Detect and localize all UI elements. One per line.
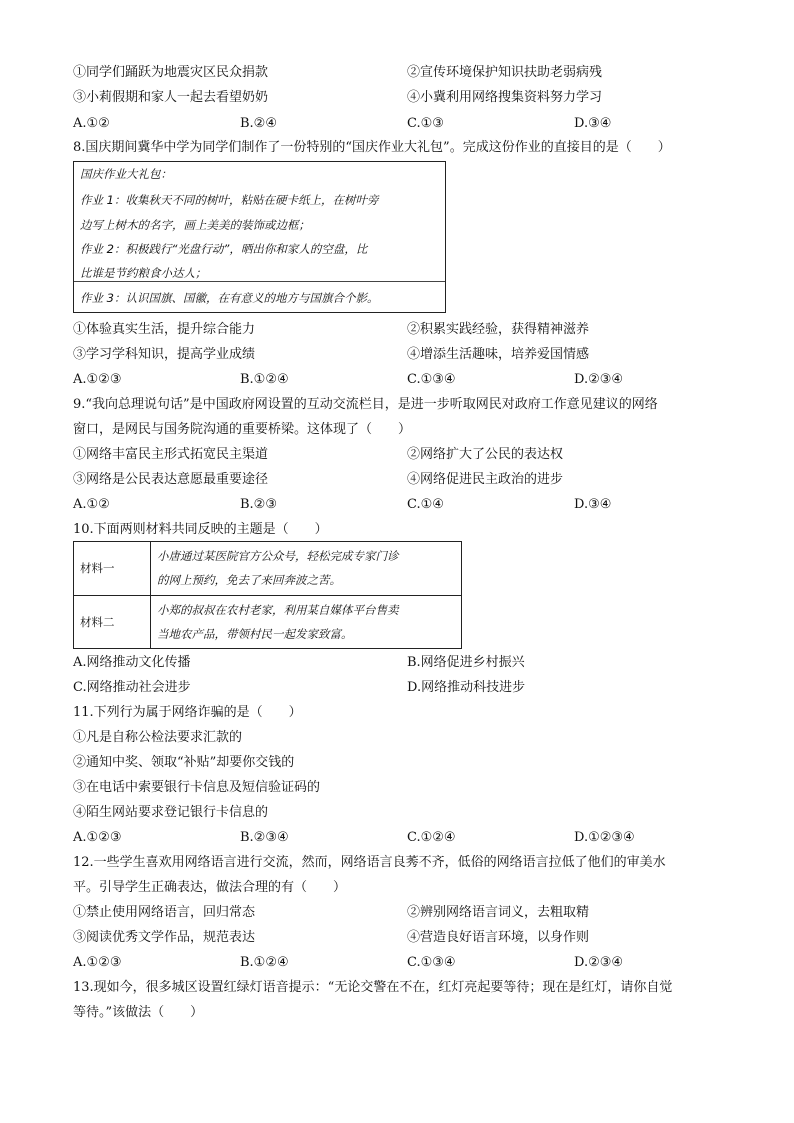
q7-option-a: A.①② [73,116,110,131]
q8-option-a: A.①②③ [73,372,122,387]
q10-materials-table [73,541,462,649]
q10-option-a: A.网络推动文化传播 [73,655,191,670]
q12-statement-4: ④营造良好语言环境，以身作则 [407,930,590,945]
q8-box-hw2-line1: 作业 2：积极践行“光盘行动”，晒出你和家人的空盘，比 [80,242,368,256]
q7-statement-3: ③小莉假期和家人一起去看望奶奶 [73,90,269,105]
table-row [74,542,462,596]
q8-statement-3: ③学习学科知识，提高学业成绩 [73,347,256,362]
q9-option-a: A.①② [73,497,110,512]
q12-stem-line1: 12.一些学生喜欢用网络语言进行交流，然而，网络语言良莠不齐，低俗的网络语言拉低了他们的审美水 [73,855,666,870]
q8-option-d: D.②③④ [574,372,624,387]
q8-box-hw2-line2: 比谁是节约粮食小达人； [80,266,207,280]
q11-statement-1: ①凡是自称公检法要求汇款的 [73,730,243,745]
material-2-line2: 当地农产品，带领村民一起发家致富。 [157,626,353,641]
q12-option-a: A.①②③ [73,955,122,970]
q11-statement-3: ③在电话中索要银行卡信息及短信验证码的 [73,780,321,795]
q7-statement-2: ②宣传环境保护知识扶助老弱病残 [407,65,603,80]
q9-option-c: C.①④ [407,497,444,512]
q11-option-c: C.①②④ [407,830,456,845]
q9-statement-3: ③网络是公民表达意愿最重要途径 [73,472,269,487]
q12-option-b: B.①②④ [240,955,289,970]
q7-statement-4: ④小冀利用网络搜集资料努力学习 [407,90,603,105]
q9-statement-4: ④网络促进民主政治的进步 [407,472,564,487]
q7-option-d: D.③④ [574,116,612,131]
q8-homework-box [73,161,446,313]
q8-stem: 8.国庆期间冀华中学为同学们制作了一份特别的“国庆作业大礼包”。完成这份作业的直接目的是（ ） [73,140,671,155]
q12-statement-1: ①禁止使用网络语言，回归常态 [73,905,256,920]
q9-stem-line1: 9.“我向总理说句话”是中国政府网设置的互动交流栏目，是进一步听取网民对政府工作意见建议的网络 [73,397,658,412]
q12-statement-3: ③阅读优秀文学作品，规范表达 [73,930,256,945]
q9-statement-1: ①网络丰富民主形式拓宽民主渠道 [73,447,269,462]
q11-option-b: B.②③④ [240,830,289,845]
q8-option-c: C.①③④ [407,372,456,387]
q12-option-c: C.①③④ [407,955,456,970]
q8-statement-1: ①体验真实生活，提升综合能力 [73,322,256,337]
q8-box-divider [74,281,445,282]
q10-option-b: B.网络促进乡村振兴 [407,655,525,670]
material-1-line1: 小唐通过某医院官方公众号，轻松完成专家门诊 [157,549,399,564]
q8-box-hw3: 作业 3：认识国旗、国徽，在有意义的地方与国旗合个影。 [80,291,379,305]
q7-option-c: C.①③ [407,116,444,131]
q8-box-title: 国庆作业大礼包： [80,167,172,181]
q12-statement-2: ②辨别网络语言词义，去粗取精 [407,905,590,920]
q9-option-d: D.③④ [574,497,612,512]
q13-stem-line2: 等待。”该做法（ ） [73,1005,204,1020]
q11-stem: 11.下列行为属于网络诈骗的是（ ） [73,705,302,720]
q7-statement-1: ①同学们踊跃为地震灾区民众捐款 [73,65,269,80]
q12-option-d: D.②③④ [574,955,624,970]
material-2-label: 材料二 [74,595,151,649]
q8-statement-4: ④增添生活趣味，培养爱国情感 [407,347,590,362]
q10-stem: 10.下面两则材料共同反映的主题是（ ） [73,522,328,537]
q12-stem-line2: 平。引导学生正确表达，做法合理的有（ ） [73,880,347,895]
q11-option-d: D.①②③④ [574,830,635,845]
material-1-line2: 的网上预约，免去了来回奔波之苦。 [157,573,341,588]
q13-stem-line1: 13.现如今，很多城区设置红绿灯语音提示：“无论交警在不在，红灯亮起要等待；现在是红灯，请你自觉 [73,980,673,995]
q7-option-b: B.②④ [240,116,277,131]
q10-option-c: C.网络推动社会进步 [73,680,191,695]
material-2-text [151,595,462,649]
material-2-line1: 小郑的叔叔在农村老家，利用某自媒体平台售卖 [157,602,399,617]
material-1-label: 材料一 [74,542,151,596]
q9-statement-2: ②网络扩大了公民的表达权 [407,447,564,462]
q8-statement-2: ②积累实践经验，获得精神滋养 [407,322,590,337]
q11-statement-4: ④陌生网站要求登记银行卡信息的 [73,805,269,820]
q8-option-b: B.①②④ [240,372,289,387]
q9-stem-line2: 窗口，是网民与国务院沟通的重要桥梁。这体现了（ ） [73,422,412,437]
q10-option-d: D.网络推动科技进步 [407,680,526,695]
q11-statement-2: ②通知中奖、领取“补贴”却要你交钱的 [73,755,295,770]
q8-box-hw1-line2: 边写上树木的名字，画上美美的装饰或边框； [80,218,310,232]
q8-box-hw1-line1: 作业 1：收集秋天不同的树叶，粘贴在硬卡纸上，在树叶旁 [80,193,379,207]
q11-option-a: A.①②③ [73,830,122,845]
material-1-text [151,542,462,596]
q9-option-b: B.②③ [240,497,277,512]
table-row [74,595,462,649]
